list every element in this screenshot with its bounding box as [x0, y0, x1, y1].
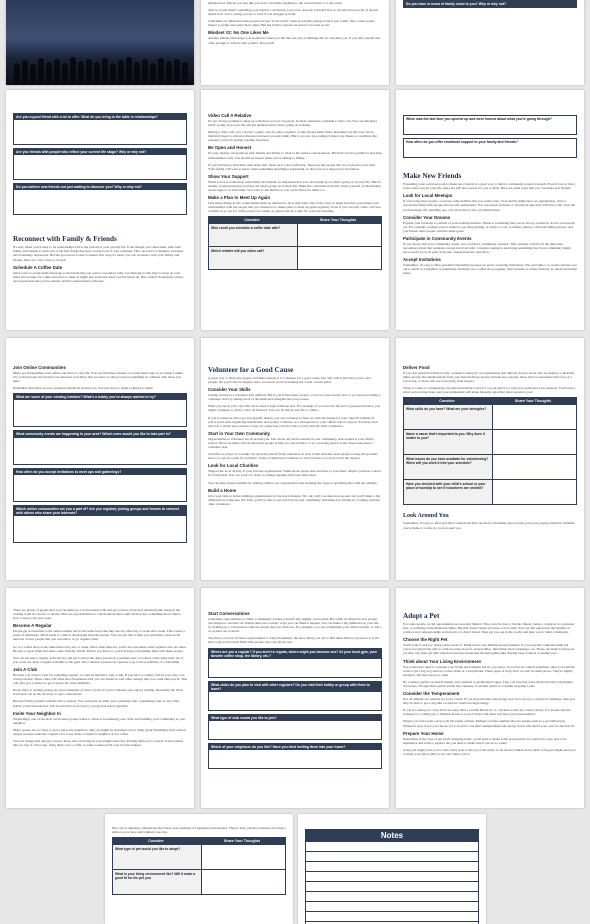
section-heading: Consider Your Skills: [208, 387, 251, 393]
page-family-question: [396, 0, 584, 85]
paragraph: Sometimes, it's easy to miss potential connections that can lead to friendship just because you're not paying attention. Whether you're home or on the go, look around you.: [403, 521, 575, 530]
paragraph: When it comes to volunteering, the important thing is that it's a good match for both your skills and your passions. You'll enjoy what you're doing more, and your enthusiasm will shine through, attracting other people to you!: [403, 386, 576, 395]
page-deliver-food: [396, 338, 584, 580]
column-header: Consider: [148, 839, 164, 844]
table-row-prompt: What is your living environment like? Will it make a good fit for the pet you: [113, 870, 202, 894]
table-row-prompt: What type of pet would you like to adopt?: [113, 845, 202, 869]
reflection-table: [403, 397, 577, 505]
question-box: [403, 0, 577, 8]
paragraph: If you're someone who's good at graphic design, you can volunteer to help out with the design for your church's bulletin. If you're good with organizing information and people, volunteer as a chairperson to your child's school carpool. You may even discover a whole new passion or type of connection you'd be able to form with the other volunteers.: [208, 415, 378, 428]
question-label: What are some of your existing hobbies? What's a hobby you've always wanted to try?: [14, 394, 186, 400]
paragraph: Opportunities to volunteer are all around you. Just check out what's needed in your community. Ask around at your child's school. There are many schools that need people to help as a bus monitor or as a crossing guard. Some classrooms need a volunteer aide.: [208, 436, 374, 450]
paragraph: Churches or places of worship can typically benefit from volunteers as well. Some churches need people to keep the grounds neat or to set up rooms for activities. Some of them need volunteers to teach classes or to help out in the nursery.: [208, 452, 378, 461]
page-heading: Adopt a Pet: [403, 612, 440, 620]
paragraph: Book clubs or reading groups are great examples of clubs to join. If you're someone who enjoys reading, discussing the latest book pick can be the doorway to new connections!: [13, 688, 183, 697]
question-label: Which online communities are you a part of? Are you regularly joining groups and forums to connect with others who share your interests?: [14, 506, 186, 516]
paragraph: If you're like most people, you have some hobbies that you really enjoy. Your hobby might have an organization, club or association filled with people that are also enthusiasts. You can search websites or download apps that will have a list of all the local meetups. By attending one, you never know who you might meet!: [403, 199, 575, 212]
answer-cell[interactable]: [493, 430, 577, 454]
paragraph: If you're having a hard time, then share that. Open up if you're suffering. These are the people that you want most real with. Your family will want to know when something upsetting is happening, so don't put on a happy face and fake it.: [208, 162, 376, 171]
table-row-prompt: Who could you schedule a coffee date with?: [209, 224, 298, 246]
paragraph: You'll want to start by doing some research. Think about your limitations and abilities. If you want the companionship but you're not physically able to walk an active dog for several miles, then think about adopting a cat. These can make loving pets, yet they can often get their physical exercises needs met through games like chasing laser pointers or feather toys.: [403, 643, 575, 656]
paragraph: Sometimes opportunities to build a community around yourself only slightly overlooked. But while we think the new people just happen to become our friends there are so many ways you can make it happen. You can make a big difference in your life by striking up a conversation with the people that you often see. For example, you can compliment your child's teacher, or ask a co-worker out to lunch.: [208, 617, 382, 634]
question-label: When was the last time you opened up and were honest about what you're going through?: [404, 116, 576, 122]
paragraph: You can change this and get to know those who are living in your neighborhood by inviting them in for a meal. If that sounds like too big of a first step, bring them over a coffee or some cookies from your favorite bakery.: [13, 738, 184, 748]
answer-cell[interactable]: [202, 870, 286, 894]
question-label: Are you friends with people who reflect your current life stage? Why or why not?: [14, 149, 186, 155]
answer-cell[interactable]: [202, 845, 286, 869]
paragraph: It's not always possible to meet up with those we love in person. In these situations, schedule a video call. You can still share what's going on in your life and get updated about what's going on in theirs.: [208, 119, 378, 128]
section-heading: Look for Local Meetups: [403, 193, 453, 199]
page-reconnect: [6, 90, 194, 330]
question-label: Where are you a regular? If you aren't a regular, where might you become one? At your local gym, your favorite coffee shop, the library, etc.?: [209, 649, 381, 659]
paragraph: If you're looking for a dog that's low-key, then a Golden Retriever or a Spaniel would be a better choice. For people that are looking for a cuddly pet, a Siamese house is a good choice and these cats have good personalities.: [403, 708, 571, 717]
paragraph: Support the local charity of your favorite organization. Think about causes near and dear to your heart. Maybe you have a heart for foster kids. You can work at a drive to arrange supplies that foster kids need.: [208, 469, 381, 478]
paragraph: Pets can be amazing companions that chase away feelings of loneliness and isolation. They're silly, playful creatures can bring a smile to your face and brighten your day.: [112, 826, 286, 835]
question-box: [13, 505, 187, 543]
answer-cell[interactable]: [298, 224, 382, 246]
section-heading: Be Open and Honest: [208, 145, 252, 151]
question-label: What community events are happening in your area? Which ones would you like to take part in?: [14, 431, 186, 437]
paragraph: Many people are too busy to get to know the neighbors. But you might be surprised at how many great friendships have started simply because someone stopped over to say hello or invited a neighbor in for coffee.: [13, 727, 186, 736]
paragraph: Expanding your social network to make new friends is a great way to build a community around yourself. Even if you've lived in the same area all your life, there are still new people for you to meet. Here are some ways that you can make new friends.: [403, 182, 575, 191]
column-header: Consider: [439, 399, 455, 404]
paragraph: There are plenty of people that you can strike up a conversation with and get to know. Everyday situations like being in the waiting room at a doctor or dental office are opportunities for conversations that could develop into something more. Here's how to keep your eyes open.: [13, 608, 181, 621]
column-header: Share Your Thoughts: [223, 839, 261, 844]
section-heading: Become A Regular: [13, 623, 52, 629]
table-row-prompt: Name a cause that's important to you. Why does it matter to you?: [404, 430, 493, 454]
question-label: Do you have or know of family close to you? Why or why not?: [404, 1, 576, 7]
section-heading: Prepare Your Home: [403, 730, 444, 736]
question-box: [13, 430, 187, 464]
answer-cell[interactable]: [298, 247, 382, 269]
table-row-prompt: What issues do you have available for volunteering? When will you work it into your schedule?: [404, 455, 493, 479]
paragraph: Maybe you don't want a dog at all but prefer a kitten. Perhaps you like animals that are unique such as a pot-bellied pig. Whatever type of pet you choose, try to look for one that's temperament and energy levels will match your own for the best fit.: [403, 719, 575, 728]
question-label: How often do you accept invitations to meet ups and gatherings?: [14, 469, 186, 475]
section-heading: Build a Home: [208, 487, 237, 493]
page-heading: Volunteer for a Good Cause: [208, 366, 294, 374]
page-become-regular: [6, 588, 194, 808]
section-heading: Invite Your Neighbor In: [13, 710, 61, 716]
reflection-table: [208, 216, 382, 270]
paragraph: When you're reconnecting with family and friends, it's important that you catch them up on what's going on in your life. But it's equally as important that you find out what's going on in their life. Make the conversation mostly about yourself. A relationship needs support on both sides. You want to ask them how you can be there for them, too.: [208, 179, 382, 193]
question-box: [13, 393, 187, 427]
page-start-conversations: [201, 588, 389, 808]
paragraph: But don't limit yourself with the above options. You could just as easily join a painting club, a gardening club, or any other hobby you're interested in. Just be sure that you look for a group that meets regularly.: [13, 699, 180, 708]
section-heading: Deliver Food: [403, 365, 430, 370]
question-label: Do you believe new friends out just waiting to discover you? Why or why not?: [14, 184, 186, 190]
section-heading: Look for Local Charities: [208, 463, 259, 469]
paragraph: If you check with your community center, you can find a community calendar. This calendar will list all the important upcoming events that residents can get involved with. Consider joining in and doing something fun. Your community might have events for local park clean ups, annual festivals, and more.: [403, 241, 571, 255]
paragraph: This is a trade belief: something your mind is convincing you is true. Anyone can learn how to become more social. It doesn't matter how old or young you are or even if you struggle socially.: [208, 8, 379, 17]
section-heading: Show Your Support: [208, 173, 249, 179]
section-heading: Accept Invitations: [403, 257, 441, 263]
section-heading: Start in Your Own Community: [208, 430, 271, 436]
question-box: [13, 468, 187, 502]
page-heading: Reconnect with Family & Friends: [13, 235, 117, 244]
paragraph: Like many things in life, relationships must be nurtured to be at their best. One of the ways to make sure that you nurture your relationships with the people that you treasure is to make plans to meet up again regularly. Even if you can only video call once a month or go out for coffee every few weeks, go ahead and set a date for your next meeting.: [208, 201, 381, 214]
paragraph: By contrast, gerbils are much smaller and confined to gerbil/small cages. They can however learn tricks and show big human characters. Though most gerbils prefer the company of another gerbil so consider adopting a pair.: [403, 679, 573, 688]
paragraph: People get accustomed to the same routines and to the same faces that they see day after day or week after week. This causes a sense of familiarity which leads to comfort developing between people. You can use this to help you establish a wide social network of new people that you can talk to or go together with.: [13, 629, 185, 642]
paragraph: During a video call, you can play a game, watch a show together, or talk about family times. Reaching out this way can be helpful if there's a physical distance between you and family. But it can also be soothing if there's an illness or condition that prevents you from getting together in person.: [208, 130, 377, 143]
paragraph: A great way to meet new people and make friends is to volunteer for a good cause. Not only will it introduce you to new people, but you'll also be happier since you know you'll be making the world a better place.: [208, 376, 372, 385]
question-box: [13, 183, 187, 215]
table-row-prompt: Which relative will you video call?: [209, 247, 298, 269]
page-heading: Make New Friends: [403, 172, 462, 181]
page-adopt-pet: [396, 588, 584, 808]
paragraph: You can become a regular at the library and get to know the other patrons if you make sure to be there at the same time. Or, if you work out, keep a regular schedule at the gym. This common ground can open the way to the possibility of a friendship.: [13, 655, 184, 664]
question-box: [13, 113, 187, 145]
paragraph: Go to a coffee shop at the same time every day or week. More often than not, you'll also encounter other regulars who are there. Be sure to greet them and share some friendly chatter. Before you know it, you'll develop a friendship built with these people.: [13, 644, 187, 653]
answer-cell[interactable]: [493, 455, 577, 479]
section-heading: Join A Club: [13, 666, 38, 672]
paragraph: Because you want to look for something regular, it could be helpful to join a club. If you have a country club in your area, you could join that. These clubs will often have fundraisers that you can attend as well other outings that you could take part in. This will give you a chance to get to know the other members.: [13, 672, 187, 686]
paragraph: Remember that there are new potential friends all around you. You just have to begin looking for them!: [13, 386, 154, 391]
question-box: [208, 648, 382, 678]
page-photo: [6, 0, 194, 85]
page-mindsets: [201, 0, 389, 85]
question-label: What clubs do you plan to visit with other regulars? Do you visit their hobby or group with them to bond?: [209, 682, 381, 692]
paragraph: Sometimes, it's easy to miss potential friendships because we aren't accepting invitations. The next time a co-worker invites you out to lunch or a neighbor recommends checking out a coffee shop together, don't hesitate or refuse. Instead, go ahead and make plans.: [403, 263, 577, 276]
answer-cell[interactable]: [493, 480, 577, 504]
paragraph: It's easy during conversations with friends and family to stick to the surface conversations. But that's not how intimacy and deep relationships work. You should be honest when you're talking to family.: [208, 151, 383, 160]
paragraph: Give your time to home building organizations for the less fortunate. Not only will you meet new people, but you'll make a big difference in someone's life. Plus, you'll be able to get involved in your community and make new friends by working with the other volunteers.: [208, 493, 381, 506]
section-heading: Schedule A Coffee Date: [13, 264, 63, 270]
section-heading: Choose the Right Pet: [403, 637, 448, 643]
crowd-silhouette-photo: [6, 0, 194, 85]
page-online-communities: [6, 338, 194, 580]
answer-cell[interactable]: [493, 405, 577, 429]
paragraph: A tiny pet might want you to add a baby gate to the top of the stairs, so he doesn't tumble down them. A big pet might need you to make your fence taller so he can't jump over it.: [403, 747, 576, 756]
question-label: What type of club would you like to join?: [209, 715, 381, 721]
paragraph: Many good friendships start online and move to real life. You can find these friends on social media apps or in online forums. Try to find groups that match your interests or hobbies that you have so that you have something in common with those you meet.: [13, 371, 184, 384]
paragraph: What you use in your own life can be used to help someone else. For example, if you excel in the area of personal finance, you might volunteer to teach a class on finances. You can do this in real life or online.: [208, 404, 381, 413]
page-new-friends: [396, 90, 584, 330]
section-heading: Start Conversations: [208, 611, 250, 616]
paragraph: You would also need to consider your living environment before you adopt. If you live in a small apartment, then you wouldn't want to get a big dog such as a Great Dane or a Greyhound. These types of dogs don't do well in small places. They're highly energetic and need space to roam.: [403, 664, 576, 677]
reflection-table: [112, 837, 286, 895]
table-row-prompt: What skills do you have? What are your strengths?: [404, 405, 493, 429]
paragraph: Sometimes we think that some people are just "born social" when in actuality being social is just a skill. Sure, some people master it earlier and easier than others. But the truth is anyone can learn to become social.: [208, 19, 375, 28]
section-heading: Join Online Communities: [13, 365, 66, 370]
paragraph: If you don't mind traveling locally, consider looking for an organization that delivers food to those who are elderly or disabled. Other groups that might benefit from your meal delivery service include new parents, those who've experienced the loss of a loved one, or those who are recovering from surgery.: [403, 371, 575, 384]
question-box: [208, 714, 382, 740]
paragraph: You can help abused animals by visiting animal care organizations and cleaning the cages or spending time with the animals.: [208, 480, 378, 485]
section-heading: Consider the Temperament: [403, 691, 460, 697]
section-heading: Video Call A Relative: [208, 113, 252, 118]
paragraph: Surprisingly, one of the most overlooked groups when it comes to broadening your circle and building your community is your neighbor.: [13, 716, 186, 725]
paragraph: Expand your horizons to outside of your existing hobbies. Think of something that you've always wanted to do but you haven't yet. For example, perhaps you've wanted to go hang gliding, or learn to cook. Consider joining a club and taking lessons, and you'll meet other people with the same goals.: [403, 220, 576, 233]
paragraph: Not all animals are suitable for every owner. If you have the time and energy and can look up to a physical challenge, then you may be able to get a dog like a Labrador which are high energy.: [403, 697, 575, 706]
question-box: [208, 743, 382, 769]
question-box: [208, 681, 382, 711]
paragraph: The more you look for these opportunities to form friendships, the more likely you are to find them. Before you know it you'll have a big social circle filled with people who care about you!: [208, 636, 380, 645]
question-box: [403, 138, 577, 158]
section-heading: Make a Plan to Meet Up Again: [208, 195, 271, 201]
paragraph: Another mindset that keeps you isolated is when you fall into the trap of thinking that no one likes you. If you tell yourself this often enough, it will become a belief. That you'll: [208, 36, 381, 45]
table-row-prompt: Have you checked with your child's school or your place of worship to see if volunteers are needed?: [404, 480, 493, 504]
paragraph: It's easy when you're busy to let relationships fall to the bottom of your priority list. Even though you value them, time with family and friends is often one of the first things that gets crowded out of your schedule. This can lead to loneliness, isolation, and eventually depression. But the good news is that no matter how long it's been, you can reconnect with your family and friends. Here are a few ways to do that.: [13, 245, 184, 262]
page-pets-reflection: [105, 814, 293, 924]
notes-lines: [305, 842, 479, 924]
question-box: [13, 148, 187, 180]
section-heading: Think about Your Living Environment: [403, 658, 481, 664]
paragraph: For some people, social opportunities are severely limited. This could be due to chronic illness, being a caregiver for someone else, or suffering from limited mobility. But that doesn't mean you have to be lonely. You can still appreciate the benefits of comfort and companionship in the form of a furry friend. They get you out in the world, and help you to build community.: [403, 622, 575, 635]
column-header: Consider: [244, 218, 260, 223]
page-heading: Look Around You: [403, 513, 449, 520]
column-header: Share Your Thoughts: [514, 399, 552, 404]
paragraph: embarrassed. Maybe you feel like you don't contribute anything to the conversation or to the event.: [208, 1, 343, 5]
page-volunteer: [201, 338, 389, 580]
section-heading: Mindset #2: No One Likes Me: [208, 30, 269, 36]
paragraph: Getting started as a volunteer isn't difficult. But if you're like many people, you're not sure exactly how to go about becoming a volunteer. Start by taking stock of the skills and strengths that you possess.: [208, 393, 381, 402]
notes-title: Notes: [305, 829, 479, 842]
question-label: How often do you offer emotional support to your family and friends?: [404, 139, 576, 145]
section-heading: Consider Your Dreams: [403, 214, 451, 220]
column-header: Share Your Thoughts: [319, 218, 357, 223]
page-notes: [298, 814, 486, 924]
paragraph: Regardless of the type of pet you're bringing home, you'll need to make some preparations. It's natural for new pets to be inquisitive and want to explore but you need to make sure it can do so safely.: [403, 736, 567, 745]
paragraph: Send a text or social media message to the friend that you want to reconnect with. Let them know that they've been on your mind and arrange for a time and place to meet. It might feel awkward when you first meet up. But connect through the stories and experiences that you've shared, and the awkwardness will ease.: [13, 270, 184, 283]
question-label: Are you a good friend with a lot to offer. What do you bring to the table in relationships?: [14, 114, 186, 120]
section-heading: Participate in Community Events: [403, 235, 472, 241]
question-box: [403, 115, 577, 135]
question-label: Which of your neighbors do you like? Have you tried inviting them into your home?: [209, 744, 381, 750]
page-video-call: [201, 90, 389, 330]
